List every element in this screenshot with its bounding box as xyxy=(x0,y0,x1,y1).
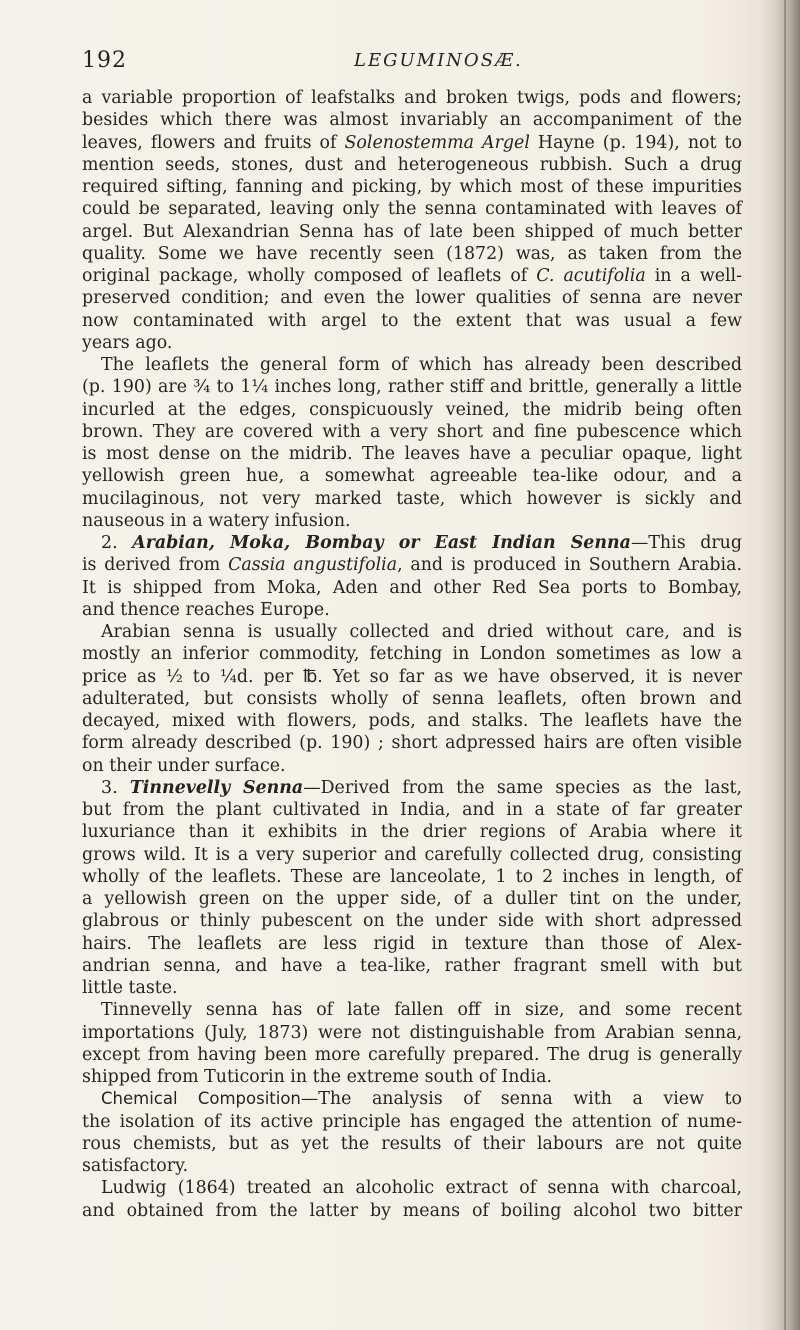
text-run: (p. 190) are ¾ to 1¼ inches long, rather stiff and brittle, generally a little xyxy=(82,377,742,398)
text-run: a variable proportion of leafstalks and broken twigs, pods and flowers; xyxy=(82,88,742,108)
page-number: 192 xyxy=(82,48,127,73)
text-line xyxy=(82,554,742,576)
text-run: is derived from xyxy=(82,555,229,576)
text-line xyxy=(82,1111,742,1133)
text-line xyxy=(82,1022,742,1044)
text-run: except from having been more carefully prepared. The drug is generally xyxy=(82,1044,742,1065)
page-edge-line xyxy=(784,0,786,1330)
text-run: —The analysis of senna with a view to xyxy=(300,1089,742,1110)
text-run: Hayne (p. 194), not to xyxy=(529,132,742,153)
text-line xyxy=(82,109,742,131)
text-line xyxy=(82,955,742,977)
text-line xyxy=(82,821,742,843)
text-run: yellowish green hue, a somewhat agreeable tea-like odour, and a xyxy=(82,466,742,487)
text-line xyxy=(82,799,742,821)
body-text xyxy=(82,87,742,1222)
text-run: original package, wholly composed of leaflets of xyxy=(82,266,537,286)
text-run: 3. xyxy=(101,777,130,798)
text-run: in a well- xyxy=(645,266,742,286)
text-run: —This drug xyxy=(630,533,743,553)
text-line xyxy=(82,621,742,643)
text-line xyxy=(82,599,742,621)
text-run: satisfactory. xyxy=(82,1156,189,1176)
text-line xyxy=(82,176,742,198)
text-line xyxy=(82,332,742,354)
text-run: grows wild. It is a very superior and carefully collected drug, consisting xyxy=(82,844,742,865)
text-run: nauseous in a watery infusion. xyxy=(82,510,351,531)
text-run: price as ½ to ¼d. per ℔. Yet so far as we have observed, it is never xyxy=(82,666,742,687)
text-line xyxy=(82,243,742,265)
text-run: andrian senna, and have a tea-like, rather fragrant smell with but xyxy=(82,955,742,976)
text-line xyxy=(82,87,742,109)
text-bi: Tinnevelly Senna xyxy=(129,777,304,798)
text-line xyxy=(82,1133,742,1155)
running-title: LEGUMINOSÆ. xyxy=(354,50,523,71)
text-line xyxy=(82,154,742,176)
text-run: mostly an inferior commodity, fetching in London sometimes as low a xyxy=(82,644,742,665)
text-line xyxy=(82,132,742,154)
text-line xyxy=(82,910,742,932)
text-line xyxy=(82,1177,742,1199)
text-run: 2. xyxy=(101,533,133,553)
text-run: the isolation of its active principle has engaged the attention of nume- xyxy=(82,1111,742,1132)
text-run: leaves, flowers and fruits of xyxy=(82,132,345,153)
text-it: C. acutifolia xyxy=(536,266,646,286)
text-line xyxy=(82,888,742,910)
text-line xyxy=(82,510,742,532)
text-run: on their under surface. xyxy=(82,755,286,776)
text-line xyxy=(82,221,742,243)
text-run: is most dense on the midrib. The leaves have a peculiar opaque, light xyxy=(82,444,742,464)
text-line xyxy=(82,354,742,376)
text-line xyxy=(82,310,742,332)
text-run: hairs. The leaflets are less rigid in texture than those of Alex- xyxy=(82,933,742,954)
text-line xyxy=(82,421,742,443)
text-line xyxy=(82,643,742,665)
text-run: mucilaginous, not very marked taste, which however is sickly and xyxy=(82,488,742,509)
text-run: wholly of the leaflets. These are lanceolate, 1 to 2 inches in length, of xyxy=(82,866,742,887)
text-run: , and is produced in Southern Arabia. xyxy=(397,555,742,576)
text-line xyxy=(82,1200,742,1222)
text-bi: Arabian, Moka, Bombay or East Indian Senna xyxy=(132,533,631,553)
text-run: years ago. xyxy=(82,332,173,353)
text-run: —Derived from the same species as the last, xyxy=(303,777,743,798)
text-line xyxy=(82,732,742,754)
text-line xyxy=(82,287,742,309)
text-run: and obtained from the latter by means of boiling alcohol two bitter xyxy=(82,1200,742,1221)
text-run: a yellowish green on the upper side, of a duller tint on the under, xyxy=(82,889,742,909)
text-run: shipped from Tuticorin in the extreme south of India. xyxy=(82,1067,553,1087)
text-line xyxy=(82,977,742,999)
text-line xyxy=(82,488,742,510)
text-run: importations (July, 1873) were not distinguishable from Arabian senna, xyxy=(82,1022,742,1043)
text-run: glabrous or thinly pubescent on the under side with short adpressed xyxy=(82,911,742,932)
text-line xyxy=(82,933,742,955)
text-run: required sifting, fanning and picking, by which most of these impurities xyxy=(82,177,742,197)
text-line xyxy=(82,198,742,220)
text-run: decayed, mixed with flowers, pods, and stalks. The leaflets have the xyxy=(82,711,742,731)
text-run: preserved condition; and even the lower qualities of senna are never xyxy=(82,288,742,309)
text-run: little taste. xyxy=(82,978,178,998)
text-sans: Chemical Composition xyxy=(101,1089,301,1109)
text-run: quality. Some we have recently seen (1872) was, as taken from the xyxy=(82,243,742,264)
text-run: but from the plant cultivated in India, and in a state of far greater xyxy=(82,800,742,820)
text-run: argel. But Alexandrian Senna has of late been shipped of much better xyxy=(82,221,742,242)
text-line xyxy=(82,265,742,287)
text-line xyxy=(82,1066,742,1088)
text-run: Arabian senna is usually collected and dried without care, and is xyxy=(101,622,742,642)
text-run: incurled at the edges, conspicuously veined, the midrib being often xyxy=(82,399,742,420)
text-line xyxy=(82,866,742,888)
page-edge-shadow xyxy=(762,0,800,1330)
text-line xyxy=(82,688,742,710)
text-line xyxy=(82,755,742,777)
text-line xyxy=(82,844,742,866)
text-line xyxy=(82,577,742,599)
text-run: now contaminated with argel to the extent that was usual a few xyxy=(82,310,742,331)
text-run: Ludwig (1864) treated an alcoholic extract of senna with charcoal, xyxy=(101,1178,742,1199)
text-run: luxuriance than it exhibits in the drier regions of Arabia where it xyxy=(82,822,742,843)
text-run: and thence reaches Europe. xyxy=(82,599,330,620)
text-run: rous chemists, but as yet the results of their labours are not quite xyxy=(82,1133,742,1154)
text-run: Tinnevelly senna has of late fallen off in size, and some recent xyxy=(101,1000,742,1021)
text-line xyxy=(82,1044,742,1066)
text-run: form already described (p. 190) ; short adpressed hairs are often visible xyxy=(82,733,742,754)
text-it: Solenostemma Argel xyxy=(344,132,530,153)
text-run: mention seeds, stones, dust and heterogeneous rubbish. Such a drug xyxy=(82,154,742,175)
text-line xyxy=(82,1088,742,1110)
text-run: brown. They are covered with a very short and fine pubescence which xyxy=(82,421,742,442)
text-it: Cassia angustifolia xyxy=(228,555,398,576)
text-line xyxy=(82,443,742,465)
text-line xyxy=(82,710,742,732)
text-line xyxy=(82,1155,742,1177)
page-header xyxy=(82,48,742,78)
text-line xyxy=(82,777,742,799)
text-line xyxy=(82,532,742,554)
text-line xyxy=(82,465,742,487)
text-line xyxy=(82,666,742,688)
text-line xyxy=(82,376,742,398)
text-line xyxy=(82,399,742,421)
text-run: besides which there was almost invariably an accompaniment of the xyxy=(82,110,742,131)
text-run: could be separated, leaving only the senna contaminated with leaves of xyxy=(82,199,742,220)
text-line xyxy=(82,999,742,1021)
text-run: adulterated, but consists wholly of senna leaflets, often brown and xyxy=(82,688,742,709)
text-run: It is shipped from Moka, Aden and other Red Sea ports to Bombay, xyxy=(82,577,742,598)
text-run: The leaflets the general form of which has already been described xyxy=(101,355,742,375)
